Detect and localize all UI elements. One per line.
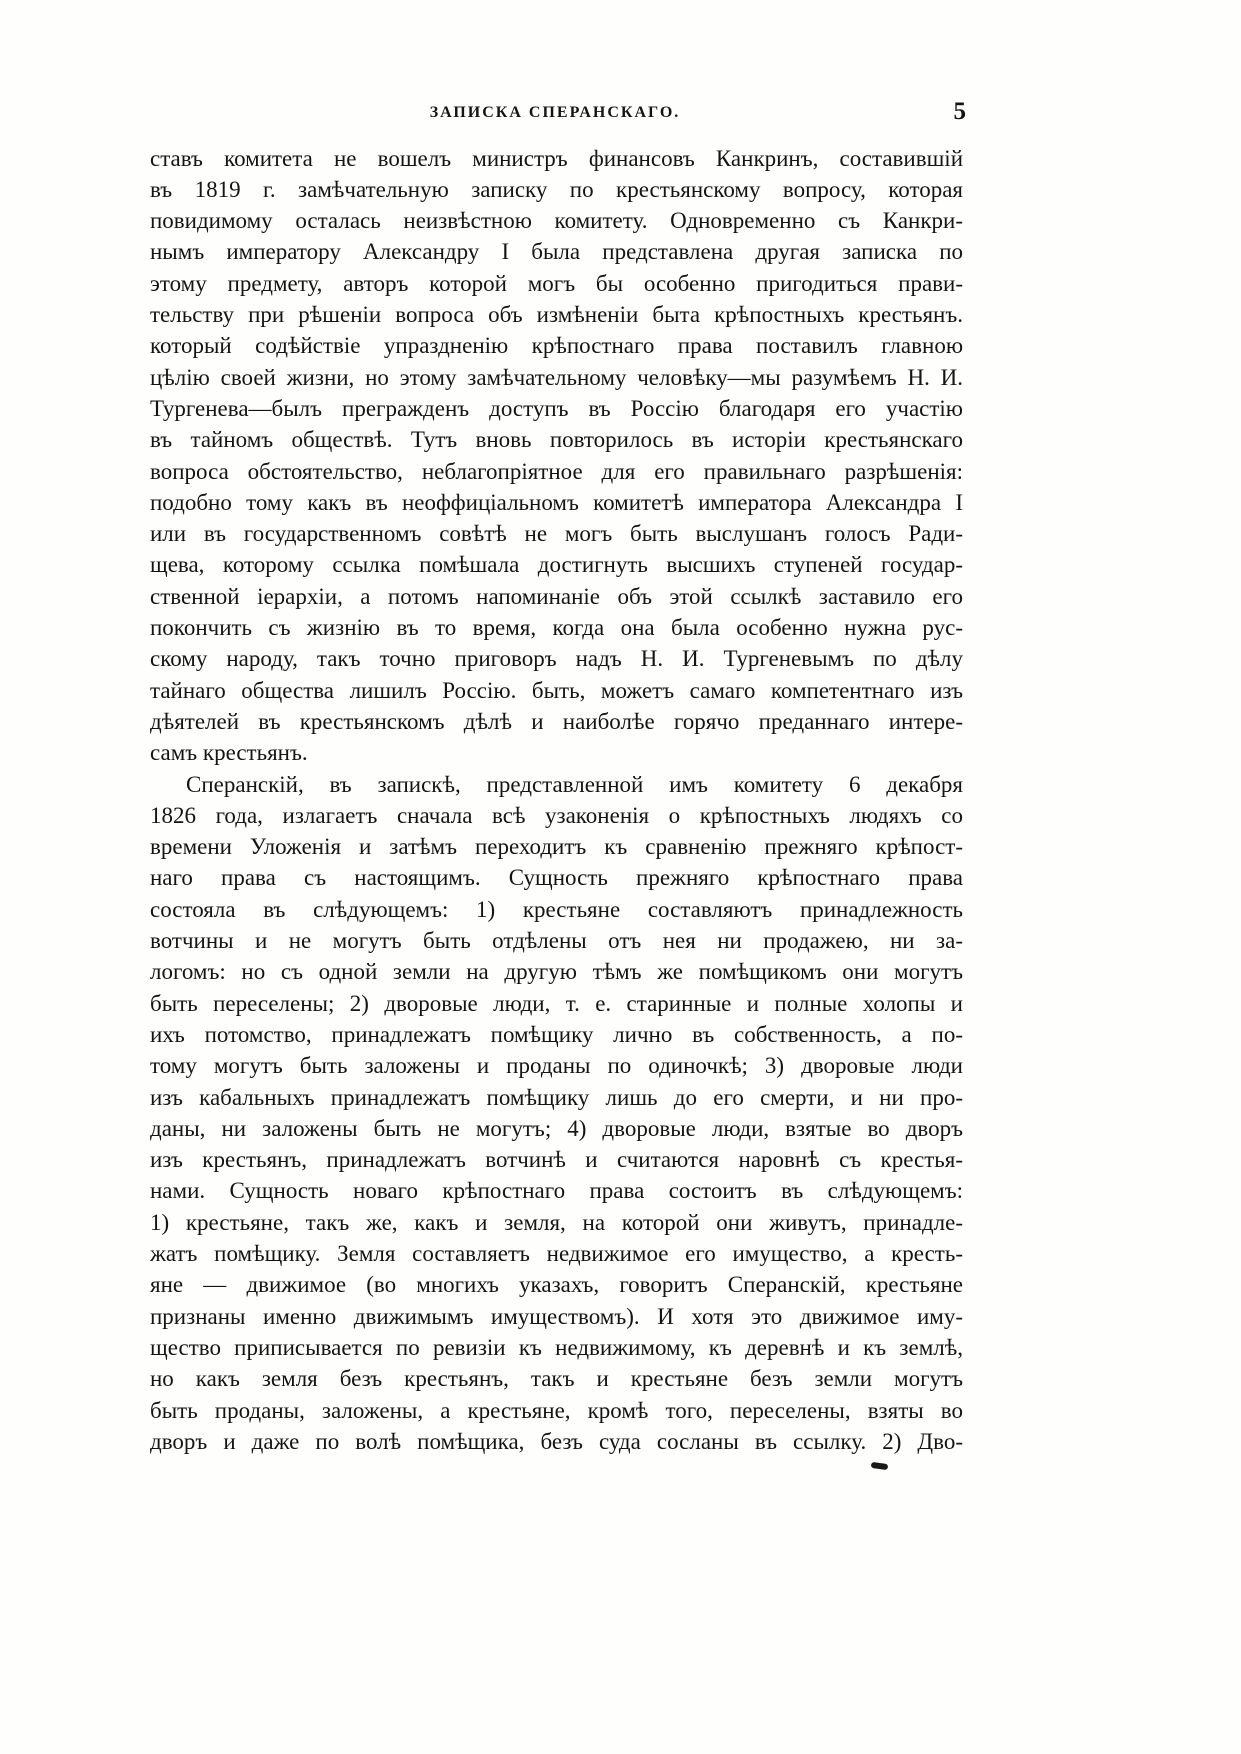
running-title: ЗАПИСКА СПЕРАНСКАГО. xyxy=(429,104,681,121)
text-line: Сперанскій, въ запискѣ, представленной имъ комитету 6 декабря xyxy=(186,771,963,797)
text-line: быть переселены; 2) дворовые люди, т. е. старинные и полные холопы и xyxy=(150,990,963,1016)
text-line: дворъ и даже по волѣ помѣщика, безъ суда сосланы въ ссылку. 2) Дво- xyxy=(150,1428,963,1454)
text-line: 1) крестьяне, такъ же, какъ и земля, на которой они живутъ, принадле- xyxy=(150,1209,963,1235)
text-line: въ тайномъ обществѣ. Тутъ вновь повторилось въ исторіи крестьянскаго xyxy=(150,427,963,453)
text-line: который содѣйствіе упраздненію крѣпостнаго права поставилъ главною xyxy=(150,333,963,359)
text-line: жатъ помѣщику. Земля составляетъ недвижимое его имущество, а кресть- xyxy=(150,1241,963,1266)
text-line: тайнаго общества лишилъ Россію. быть, можетъ самаго компетентнаго изъ xyxy=(150,677,963,703)
text-line: наго права съ настоящимъ. Сущность прежняго крѣпостнаго права xyxy=(150,865,963,891)
text-line: 1826 года, излагаетъ сначала всѣ узаконенія о крѣпостныхъ людяхъ со xyxy=(150,802,963,828)
text-line: ственной іерархіи, а потомъ напоминаніе объ этой ссылкѣ заставило его xyxy=(150,583,963,609)
text-line: изъ кабальныхъ принадлежатъ помѣщику лишь до его смерти, и ни про- xyxy=(150,1084,963,1110)
text-line: Тургенева—былъ прегражденъ доступъ въ Россію благодаря его участію xyxy=(150,395,963,421)
text-line: повидимому осталась неизвѣстною комитету. Одновременно съ Канкри- xyxy=(150,208,963,234)
text-line: этому предмету, авторъ которой могъ бы особенно пригодиться прави- xyxy=(150,270,963,296)
text-line: въ 1819 г. замѣчательную записку по крестьянскому вопросу, которая xyxy=(150,176,963,202)
text-line: изъ крестьянъ, принадлежатъ вотчинѣ и считаются наровнѣ съ крестья- xyxy=(150,1147,963,1173)
text-line: нами. Сущность новаго крѣпостнаго права состоитъ въ слѣдующемъ: xyxy=(150,1178,963,1204)
text-line: тому могутъ быть заложены и проданы по одиночкѣ; 3) дворовые люди xyxy=(150,1053,963,1079)
text-line: ставъ комитета не вошелъ министръ финансовъ Канкринъ, составившій xyxy=(150,145,963,171)
text-line: самъ крестьянъ. xyxy=(150,740,308,766)
text-line: быть проданы, заложены, а крестьяне, кромѣ того, переселены, взяты во xyxy=(150,1397,963,1423)
text-body xyxy=(150,0,963,1754)
text-line: яне — движимое (во многихъ указахъ, говоритъ Сперанскій, крестьяне xyxy=(150,1272,963,1298)
text-line: скому народу, такъ точно приговоръ надъ Н. И. Тургеневымъ по дѣлу xyxy=(150,646,963,672)
text-line: дѣятелей въ крестьянскомъ дѣлѣ и наиболѣе горячо преданнаго интере- xyxy=(150,708,963,734)
text-line: логомъ: но съ одной земли на другую тѣмъ же помѣщикомъ они могутъ xyxy=(150,959,963,985)
text-line: щество приписывается по ревизіи къ недвижимому, къ деревнѣ и къ землѣ, xyxy=(150,1334,963,1360)
page-number: 5 xyxy=(953,98,966,125)
text-line: состояла въ слѣдующемъ: 1) крестьяне составляютъ принадлежность xyxy=(150,896,963,922)
text-line: даны, ни заложены быть не могутъ; 4) дворовые люди, взятые во дворъ xyxy=(150,1115,963,1141)
text-line: вопроса обстоятельство, неблагопріятное для его правильнаго разрѣшенія: xyxy=(150,458,963,484)
text-line: подобно тому какъ въ неоффиціальномъ комитетѣ императора Александра I xyxy=(150,489,963,515)
text-line: тельству при рѣшеніи вопроса объ измѣненіи быта крѣпостныхъ крестьянъ. xyxy=(150,302,963,327)
text-line: или въ государственномъ совѣтѣ не могъ быть выслушанъ голосъ Ради- xyxy=(150,521,963,547)
text-line: щева, которому ссылка помѣшала достигнуть высшихъ ступеней государ- xyxy=(150,552,963,578)
text-line: цѣлію своей жизни, но этому замѣчательному человѣку—мы разумѣемъ Н. И. xyxy=(150,364,963,390)
text-line: покончить съ жизнію въ то время, когда она была особенно нужна рус- xyxy=(150,615,963,640)
text-line: вотчины и не могутъ быть отдѣлены отъ нея ни продажею, ни за- xyxy=(150,928,963,953)
text-line: ихъ потомство, принадлежатъ помѣщику лично въ собственность, а по- xyxy=(150,1021,963,1047)
text-line: нымъ императору Александру I была представлена другая записка по xyxy=(150,239,963,265)
text-line: времени Уложенія и затѣмъ переходитъ къ сравненію прежняго крѣпост- xyxy=(150,834,963,860)
text-line: признаны именно движимымъ имуществомъ). И хотя это движимое иму- xyxy=(150,1303,963,1329)
text-line: но какъ земля безъ крестьянъ, такъ и крестьяне безъ земли могутъ xyxy=(150,1366,963,1392)
